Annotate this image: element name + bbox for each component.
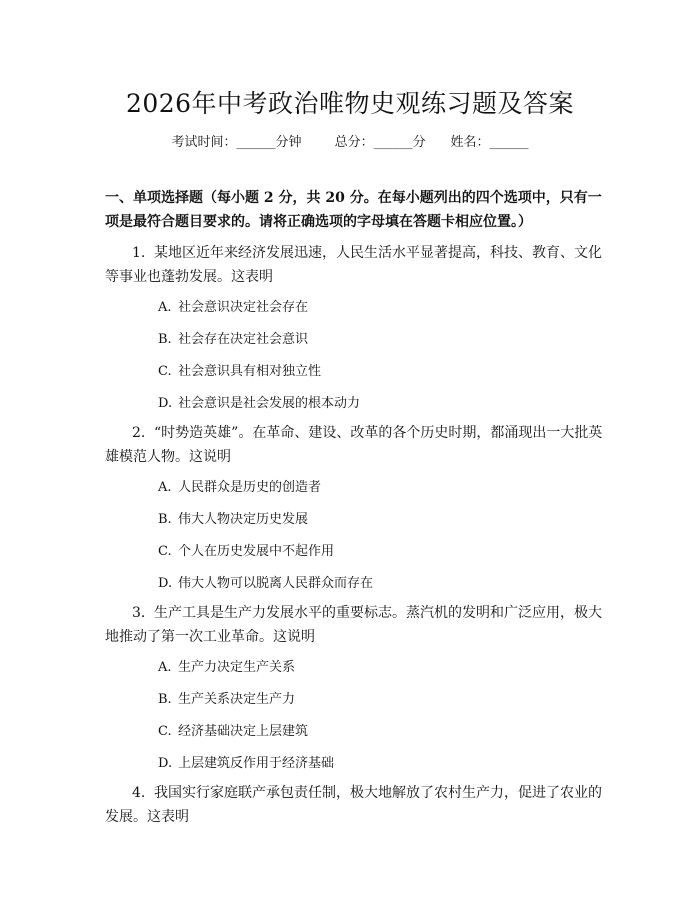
time-label: 考试时间：	[171, 135, 237, 150]
question-number: 1.	[132, 245, 146, 261]
question-2-option-a	[158, 476, 321, 495]
option-label: A.	[158, 480, 172, 495]
question-2-option-b	[158, 508, 308, 527]
question-3	[105, 601, 603, 649]
option-text: 生产力决定生产关系	[178, 660, 296, 675]
option-label: D.	[158, 576, 173, 591]
question-2-option-d	[158, 572, 373, 591]
option-label: A.	[158, 660, 172, 675]
option-text: 伟大人物可以脱离人民群众而存在	[178, 576, 374, 591]
option-text: 上层建筑反作用于经济基础	[178, 756, 335, 771]
question-2	[105, 421, 603, 469]
option-text: 伟大人物决定历史发展	[178, 512, 309, 527]
question-1	[105, 241, 603, 289]
option-label: A.	[158, 300, 172, 315]
option-label: B.	[158, 692, 172, 707]
question-3-option-d	[158, 752, 334, 771]
option-label: D.	[158, 756, 173, 771]
question-number: 4.	[132, 785, 146, 801]
time-unit: 分钟	[275, 135, 302, 150]
option-text: 社会意识是社会发展的根本动力	[178, 396, 361, 411]
option-text: 社会意识决定社会存在	[178, 300, 309, 315]
score-unit: 分	[412, 135, 426, 150]
option-label: C.	[158, 364, 172, 379]
name-label: 姓名：	[450, 135, 490, 150]
question-3-option-a	[158, 656, 295, 675]
question-2-option-c	[158, 540, 334, 559]
question-1-option-d	[158, 392, 360, 411]
question-3-option-c	[158, 720, 308, 739]
question-1-option-a	[158, 296, 308, 315]
option-text: 经济基础决定上层建筑	[178, 724, 309, 739]
score-label: 总分：	[334, 135, 374, 150]
option-label: B.	[158, 512, 172, 527]
option-label: C.	[158, 724, 172, 739]
exam-meta-line	[0, 131, 700, 150]
question-stem: “时势造英雄”。在革命、建设、改革的各个历史时期，都涌现出一大批英雄模范人物。这说明	[105, 425, 603, 465]
option-text: 社会存在决定社会意识	[178, 332, 309, 347]
question-stem: 某地区近年来经济发展迅速，人民生活水平显著提高，科技、教育、文化等事业也蓬勃发展。这表明	[105, 245, 602, 285]
section-heading: 一、单项选择题（每小题 2 分，共 20 分。在每小题列出的四个选项中，只有一项是最符合题目要求的。请将正确选项的字母填在答题卡相应位置。）	[105, 190, 602, 230]
option-text: 生产关系决定生产力	[178, 692, 296, 707]
question-number: 3.	[132, 605, 146, 621]
question-stem: 我国实行家庭联产承包责任制，极大地解放了农村生产力，促进了农业的发展。这表明	[105, 785, 602, 825]
time-blank: ______	[236, 135, 276, 150]
option-text: 个人在历史发展中不起作用	[178, 544, 335, 559]
score-blank: ______	[373, 135, 413, 150]
question-1-option-b	[158, 328, 308, 347]
option-label: B.	[158, 332, 172, 347]
name-blank: ______	[489, 135, 529, 150]
document-title: 2026年中考政治唯物史观练习题及答案	[125, 89, 575, 118]
question-1-option-c	[158, 360, 321, 379]
option-text: 人民群众是历史的创造者	[178, 480, 322, 495]
option-label: D.	[158, 396, 173, 411]
question-number: 2.	[132, 425, 146, 441]
question-stem: 生产工具是生产力发展水平的重要标志。蒸汽机的发明和广泛应用，极大地推动了第一次工业革命。这说明	[105, 605, 602, 645]
question-3-option-b	[158, 688, 295, 707]
option-label: C.	[158, 544, 172, 559]
question-4	[105, 781, 603, 829]
option-text: 社会意识具有相对独立性	[178, 364, 322, 379]
